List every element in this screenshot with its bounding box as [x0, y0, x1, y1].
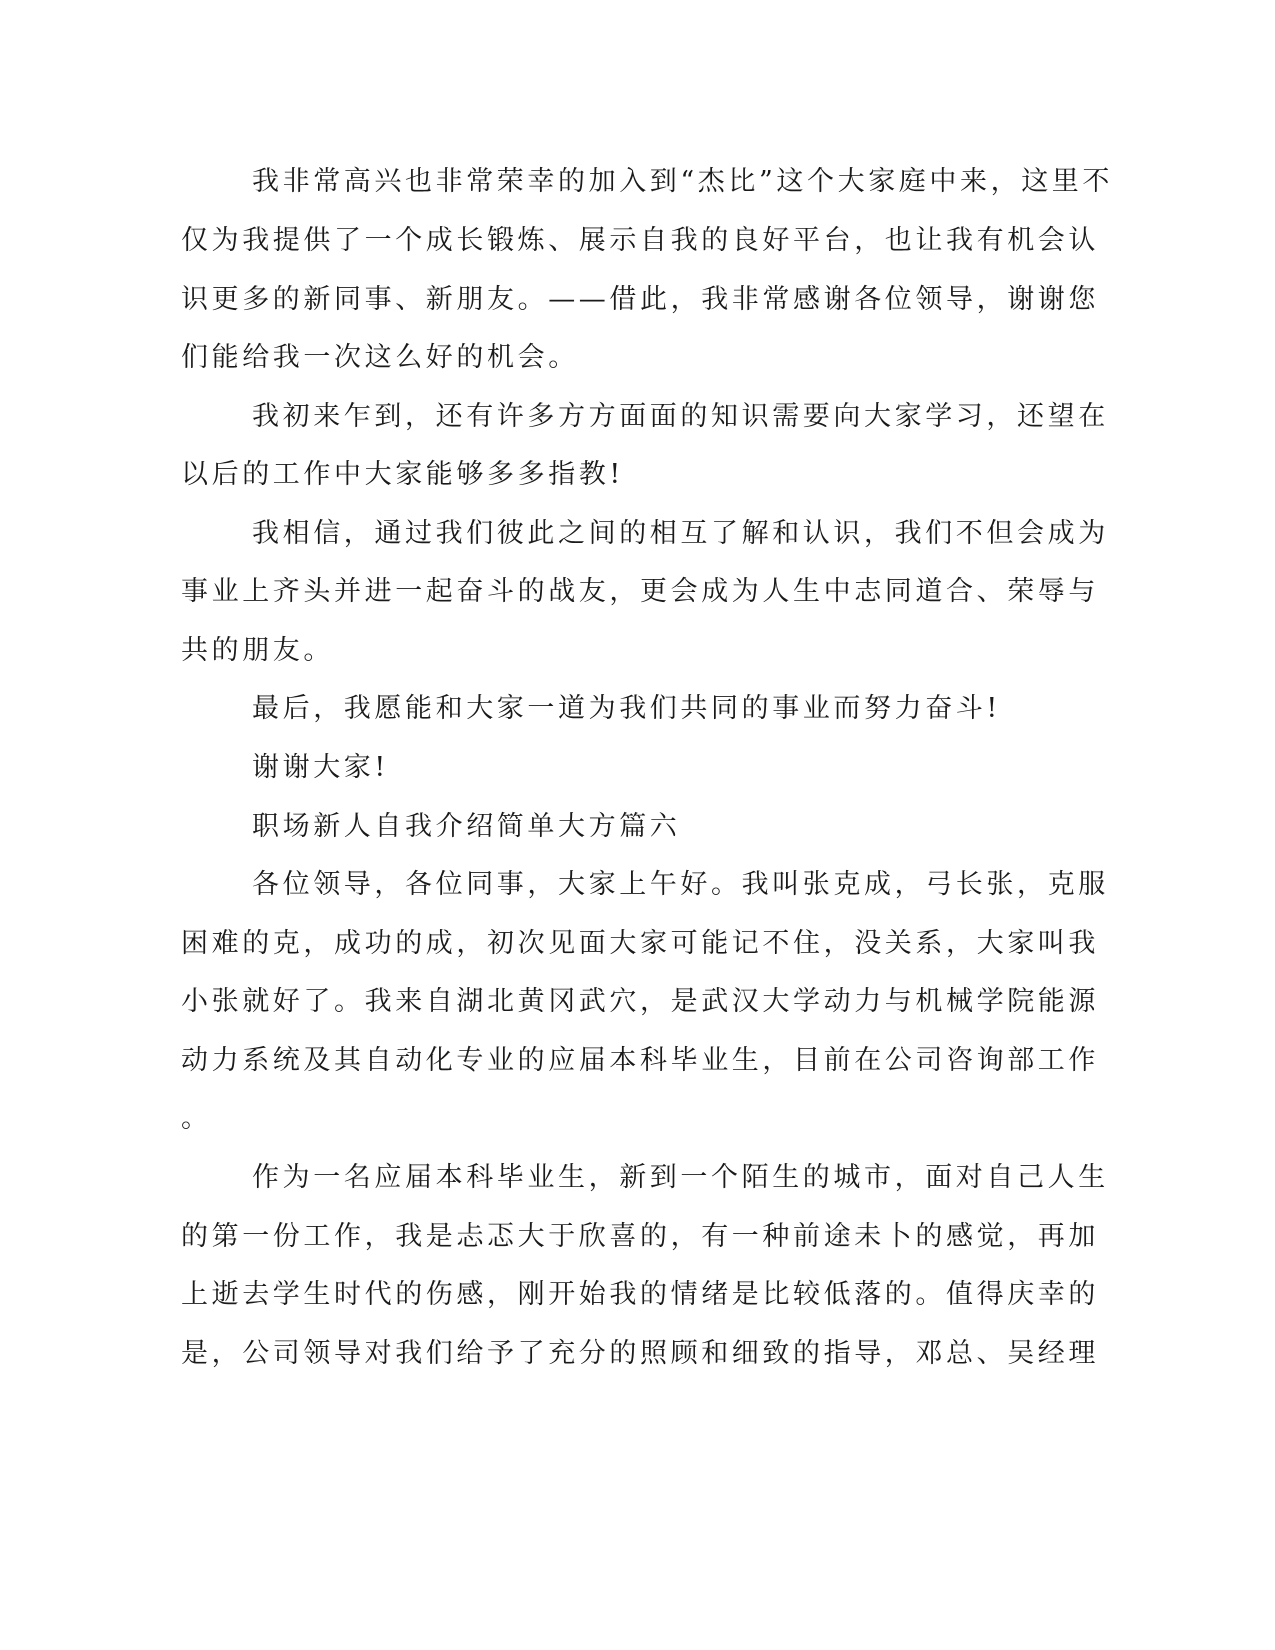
paragraph-line: 共的朋友。: [181, 635, 334, 666]
paragraph-line: 谢谢大家!: [252, 752, 389, 783]
paragraph-line: 最后，我愿能和大家一道为我们共同的事业而努力奋斗!: [252, 693, 1001, 724]
paragraph-line: 识更多的新同事、新朋友。——借此，我非常感谢各位领导，谢谢您: [181, 284, 1099, 315]
paragraph-line: 各位领导，各位同事，大家上午好。我叫张克成，弓长张，克服: [252, 869, 1109, 900]
paragraph-line: 作为一名应届本科毕业生，新到一个陌生的城市，面对自己人生: [252, 1162, 1109, 1193]
section-heading: 职场新人自我介绍简单大方篇六: [252, 811, 681, 842]
paragraph-line: 们能给我一次这么好的机会。: [181, 342, 579, 373]
paragraph-line: 动力系统及其自动化专业的应届本科毕业生，目前在公司咨询部工作: [181, 1045, 1099, 1076]
paragraph-line: 仅为我提供了一个成长锻炼、展示自我的良好平台，也让我有机会认: [181, 225, 1099, 256]
paragraph-line: 我非常高兴也非常荣幸的加入到“杰比”这个大家庭中来，这里不: [252, 166, 1114, 197]
paragraph-line: 以后的工作中大家能够多多指教!: [181, 459, 624, 490]
paragraph-line: 小张就好了。我来自湖北黄冈武穴，是武汉大学动力与机械学院能源: [181, 986, 1099, 1017]
paragraph-line: 事业上齐头并进一起奋斗的战友，更会成为人生中志同道合、荣辱与: [181, 576, 1099, 607]
paragraph-line: 的第一份工作，我是忐忑大于欣喜的，有一种前途未卜的感觉，再加: [181, 1221, 1099, 1252]
paragraph-line: 我相信，通过我们彼此之间的相互了解和认识，我们不但会成为: [252, 518, 1109, 549]
paragraph-line: 是，公司领导对我们给予了充分的照顾和细致的指导，邓总、吴经理: [181, 1338, 1099, 1369]
paragraph-line: 。: [181, 1103, 212, 1134]
paragraph-line: 困难的克，成功的成，初次见面大家可能记不住，没关系，大家叫我: [181, 928, 1099, 959]
paragraph-line: 我初来乍到，还有许多方方面面的知识需要向大家学习，还望在: [252, 401, 1109, 432]
paragraph-line: 上逝去学生时代的伤感，刚开始我的情绪是比较低落的。值得庆幸的: [181, 1279, 1099, 1310]
